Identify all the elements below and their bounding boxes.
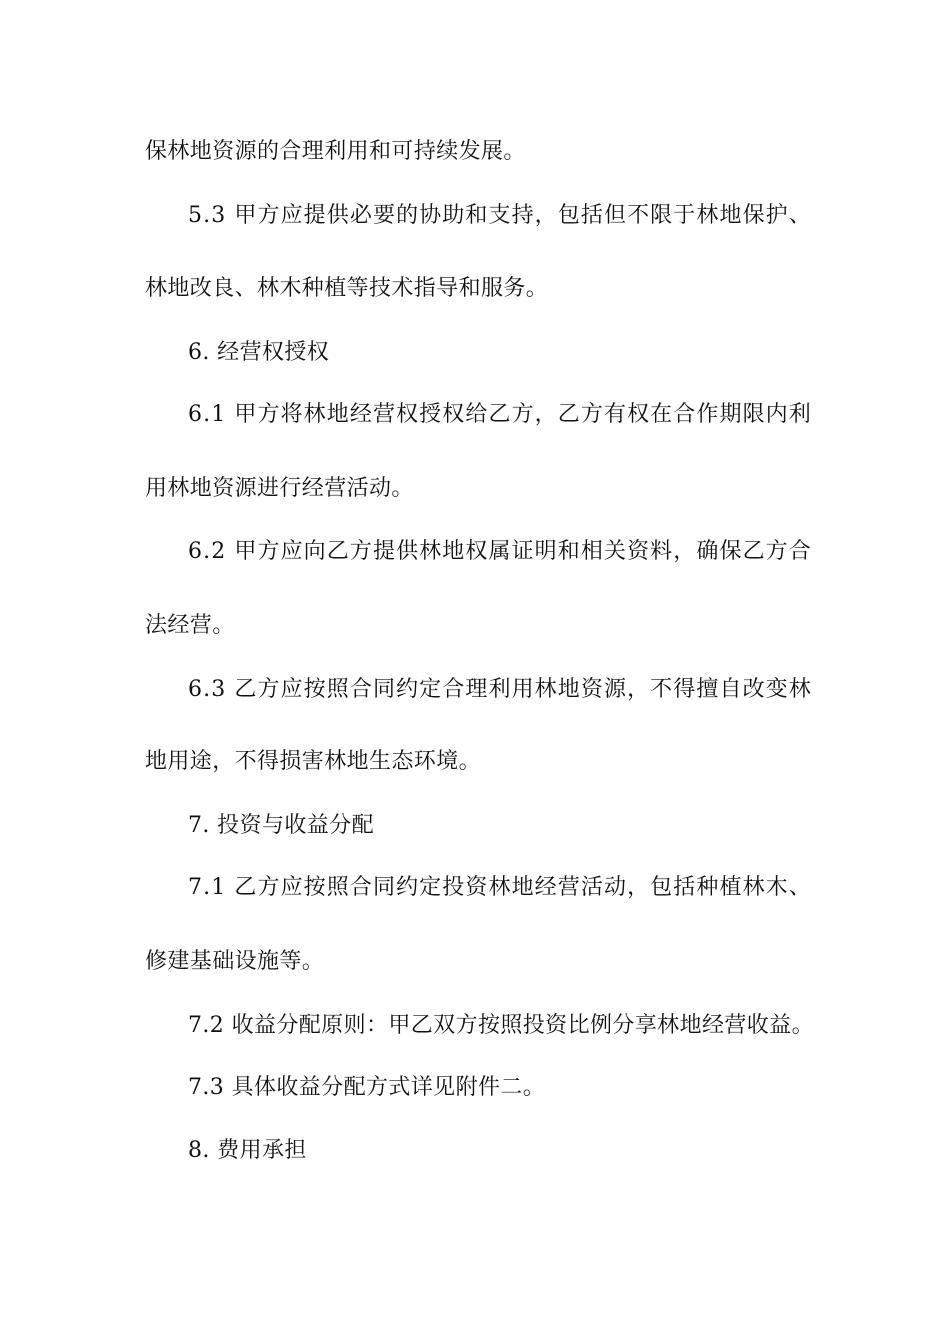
paragraph-line-continuation: 保林地资源的合理利用和可持续发展。: [145, 139, 526, 164]
clause-6-3-line-1: 6.3 乙方应按照合同约定合理利用林地资源，不得擅自改变林: [188, 677, 812, 702]
section-7-heading: 7. 投资与收益分配: [188, 813, 374, 838]
clause-5-3-line-2: 林地改良、林木种植等技术指导和服务。: [145, 276, 549, 301]
clause-6-2-line-1: 6.2 甲方应向乙方提供林地权属证明和相关资料，确保乙方合: [188, 539, 812, 564]
clause-6-2-line-2: 法经营。: [145, 613, 235, 638]
clause-6-3-line-2: 地用途，不得损害林地生态环境。: [145, 749, 482, 774]
clause-7-1-line-2: 修建基础设施等。: [145, 949, 325, 974]
clause-7-2: 7.2 收益分配原则：甲乙双方按照投资比例分享林地经营收益。: [188, 1013, 814, 1038]
section-6-heading: 6. 经营权授权: [188, 340, 330, 365]
clause-5-3-line-1: 5.3 甲方应提供必要的协助和支持，包括但不限于林地保护、: [188, 203, 812, 228]
clause-6-1-line-2: 用林地资源进行经营活动。: [145, 476, 414, 501]
clause-6-1-line-1: 6.1 甲方将林地经营权授权给乙方，乙方有权在合作期限内利: [188, 402, 812, 427]
clause-7-3: 7.3 具体收益分配方式详见附件二。: [188, 1075, 546, 1100]
clause-7-1-line-1: 7.1 乙方应按照合同约定投资林地经营活动，包括种植林木、: [188, 875, 812, 900]
section-8-heading: 8. 费用承担: [188, 1138, 307, 1163]
